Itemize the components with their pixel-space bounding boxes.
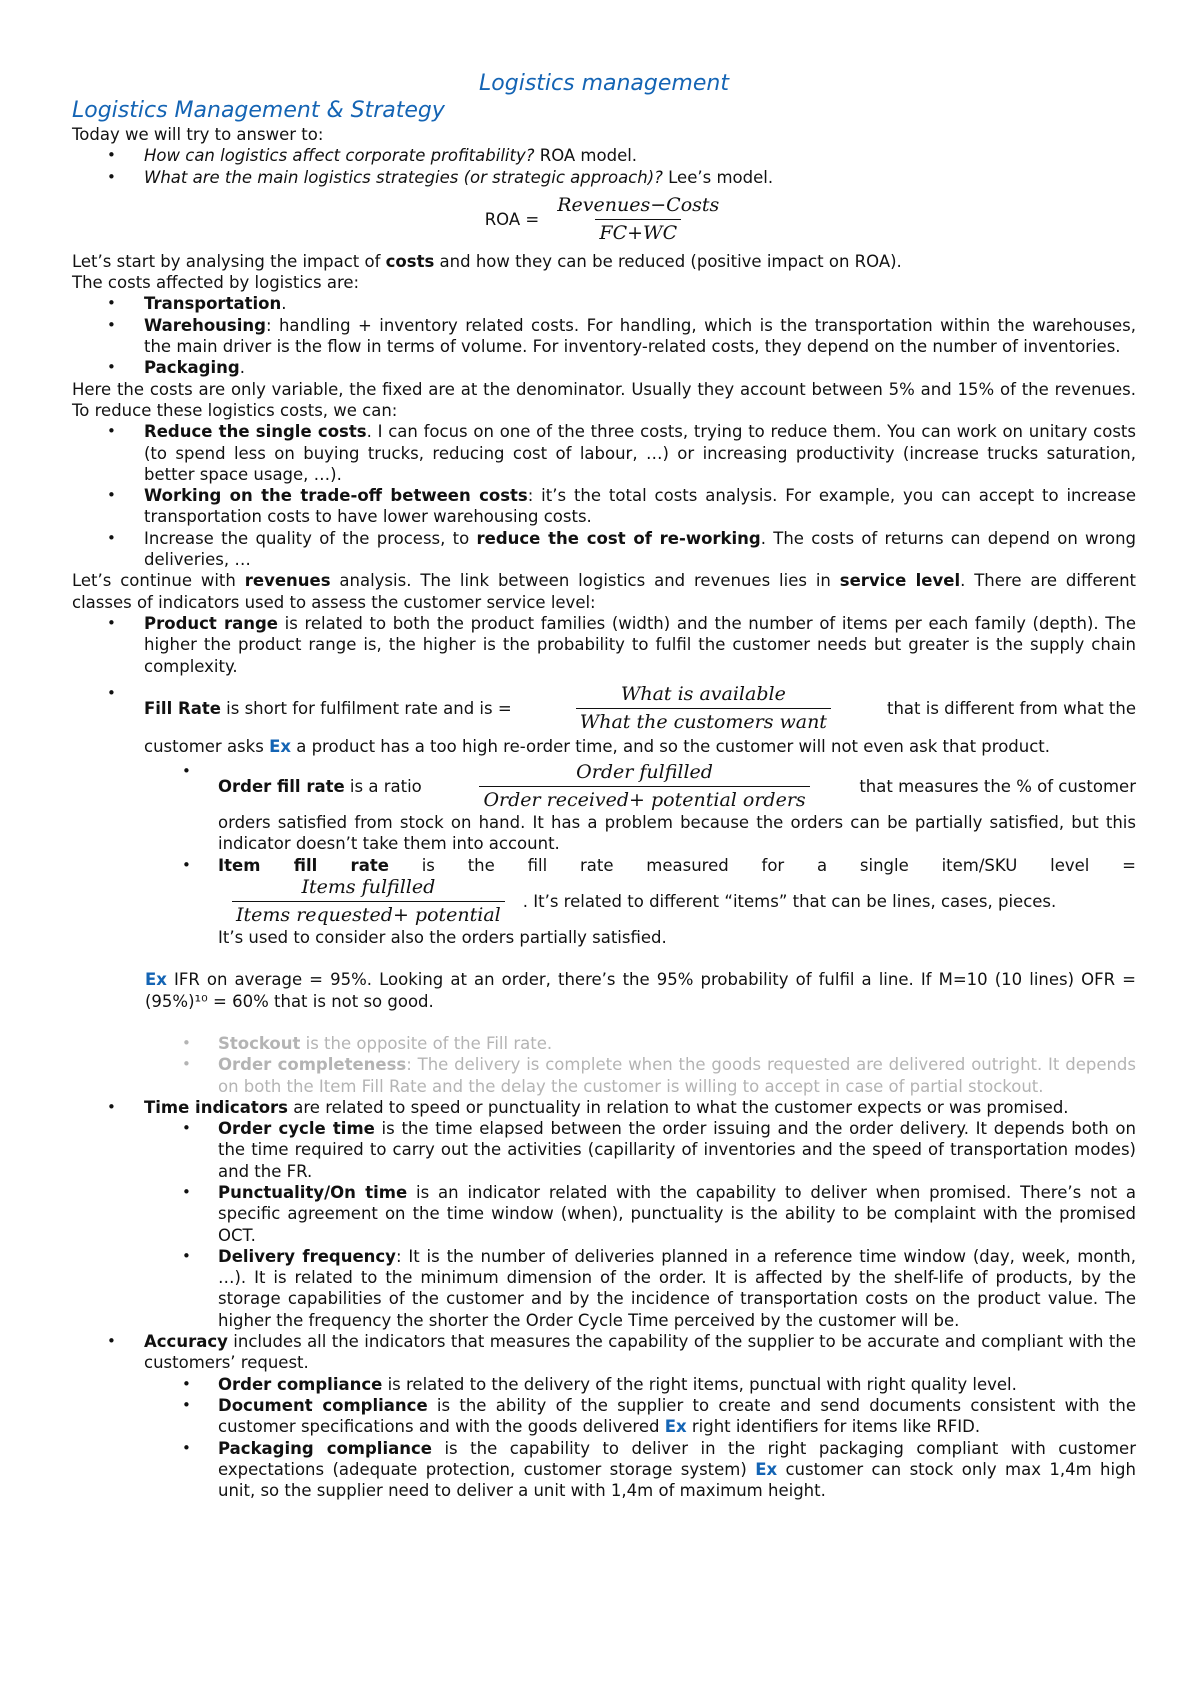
list-item: • Order cycle time is the time elapsed between the order issuing and the order delivery. It depends both on the time required to carry out the activities (capillarity of inventories and the speed of transportation modes) and the FR. [72,1118,1136,1182]
roa-fraction [553,194,723,245]
list-item: • Reduce the single costs. I can focus on one of the three costs, trying to reduce them. You can work on unitary costs (to spend less on buying trucks, reducing cost of labour, …) or increasing productivity (increase trucks saturation, better space usage, …). [72,421,1136,485]
reduce-items-list [72,421,1136,570]
roa-formula [72,194,1136,245]
list-item: • Item fill rate is the fill rate measured for a single item/SKU level = $\frac{\text{Items fulfilled}}{\text{Items requested+ potential}}$ . It’s related to different “items” that can be lines, cases, pieces. It’s used to consider also the orders partially satisfied. [72,855,1136,949]
list-item [72,167,1136,188]
list-item: • Packaging compliance is the capability to deliver in the right packaging compliant with customer expectations (adequate protection, customer storage system) Ex customer can stock only max 1,4m high unit, so the supplier need to deliver a unit with 1,4m of maximum height. [72,1438,1136,1502]
section-title: Logistics Management & Strategy [72,98,445,123]
example-tag: Ex [269,736,291,756]
roa-label: ROA = [484,209,540,229]
list-item: • Warehousing: handling + inventory related costs. For handling, which is the transportation within the warehouses, the main driver is the flow in terms of volume. For inventory-related costs, they depend on the number of inventories. [72,315,1136,358]
list-item [72,145,1136,166]
roa-numerator: Revenues−Costs [557,193,720,216]
list-item: • Fill Rate is short for fulfilment rate and is = $\frac{\text{What is available}}{\text{What the customers want}}$ that is different from what the customer asks Ex a product has a too high re-order time, and so the customer will not even ask that product. [72,683,1136,757]
item-fill-fraction: $\frac{\text{Items fulfilled}}{\text{Items requested+ potential}}$ [232,876,505,927]
question-text: How can logistics affect corporate profitability? [144,146,535,166]
order-fill-label: Order fill rate [218,776,345,796]
accuracy-list [72,1331,1136,1374]
answer-text: ROA model. [534,146,638,166]
example-tag: Ex [755,1459,778,1479]
gray-sublist [72,1033,1136,1097]
variable-costs-text: Here the costs are only variable, the fixed are at the denominator. Usually they account between 5% and 15% of the revenues. To reduce these logistics costs, we can: [72,379,1136,420]
list-item: • Order fill rate is a ratio $\frac{\text{Order fulfilled}}{\text{Order received+ potential orders}}$ that measures the % of customer orders satisfied from stock on hand. It has a problem because the orders can be partially satisfied, but this indicator doesn’t take them into account. [72,761,1136,855]
list-item: • Order completeness: The delivery is complete when the goods requested are delivered outright. It depends on both the Item Fill Rate and the delay the customer is willing to accept in case of partial stockout. [72,1054,1136,1097]
list-item: • Accuracy includes all the indicators that measures the capability of the supplier to be accurate and compliant with the customers’ request. [72,1331,1136,1374]
question-text: What are the main logistics strategies (or strategic approach)? [144,167,663,187]
item-fill-label: Item fill rate [218,855,389,875]
questions-list [72,145,1136,188]
list-item: • Time indicators are related to speed or punctuality in relation to what the customer expects or was promised. [72,1097,1136,1118]
list-item: • Transportation. [72,293,1136,314]
list-item: • Increase the quality of the process, to reduce the cost of re-working. The costs of returns can depend on wrong deliveries, … [72,528,1136,571]
cost-items-list [72,293,1136,378]
list-item: • Stockout is the opposite of the Fill rate. [72,1033,1136,1054]
list-item: • Product range is related to both the product families (width) and the number of items per each family (depth). The higher the product range is, the higher is the probability to fulfil the customer needs but greater is the supply chain complexity. [72,613,1136,677]
time-sublist [72,1118,1136,1331]
accuracy-sublist [72,1374,1136,1502]
list-item: • Delivery frequency: It is the number of deliveries planned in a reference time window (day, week, month, …). It is related to the minimum dimension of the order. It is affected by the shelf-life of products, by the storage capabilities of the customer and by the incidence of transportation costs on the product value. The higher the frequency the shorter the Order Cycle Time perceived by the customer will be. [72,1246,1136,1331]
document-title: Logistics management [479,71,729,96]
document-page [72,70,1136,1501]
list-item: • Document compliance is the ability of the supplier to create and send documents consistent with the customer specifications and with the goods delivered Ex right identifiers for items like RFID. [72,1395,1136,1438]
fill-rate-label: Fill Rate [144,698,221,718]
costs-affected-text: The costs affected by logistics are: [72,273,360,293]
example-tag: Ex [664,1417,687,1437]
list-item: • Order compliance is related to the delivery of the right items, punctual with right quality level. [72,1374,1136,1395]
indicators-list [72,613,1136,757]
time-list [72,1097,1136,1118]
fill-rate-fraction: $\frac{\text{What is available}}{\text{What the customers want}}$ [576,683,831,734]
revenues-text: Let’s continue with revenues analysis. The link between logistics and revenues lies in service level. There are different classes of indicators used to assess the customer service level: [72,571,1136,612]
list-item: • Working on the trade-off between costs: it’s the total costs analysis. For example, you can accept to increase transportation costs to have lower warehousing costs. [72,485,1136,528]
answer-text: Lee’s model. [662,167,774,187]
list-item: • Packaging. [72,357,1136,378]
example-paragraph: Ex IFR on average = 95%. Looking at an order, there’s the 95% probability of fulfil a line. If M=10 (10 lines) OFR = (95%)¹⁰ = 60% that is not so good. [145,970,1136,1011]
example-tag: Ex [145,970,167,990]
costs-intro: Let’s start by analysing the impact of costs and how they can be reduced (positive impact on ROA). [72,251,902,271]
fill-rate-sublist [72,761,1136,948]
roa-denominator: FC+WC [595,219,681,245]
intro-text: Today we will try to answer to: [72,125,324,144]
order-fill-fraction: $\frac{\text{Order fulfilled}}{\text{Order received+ potential orders}}$ [479,761,809,812]
list-item: • Punctuality/On time is an indicator related with the capability to deliver when promised. There’s not a specific agreement on the time window (when), punctuality is the ability to be complaint with the promised OCT. [72,1182,1136,1246]
